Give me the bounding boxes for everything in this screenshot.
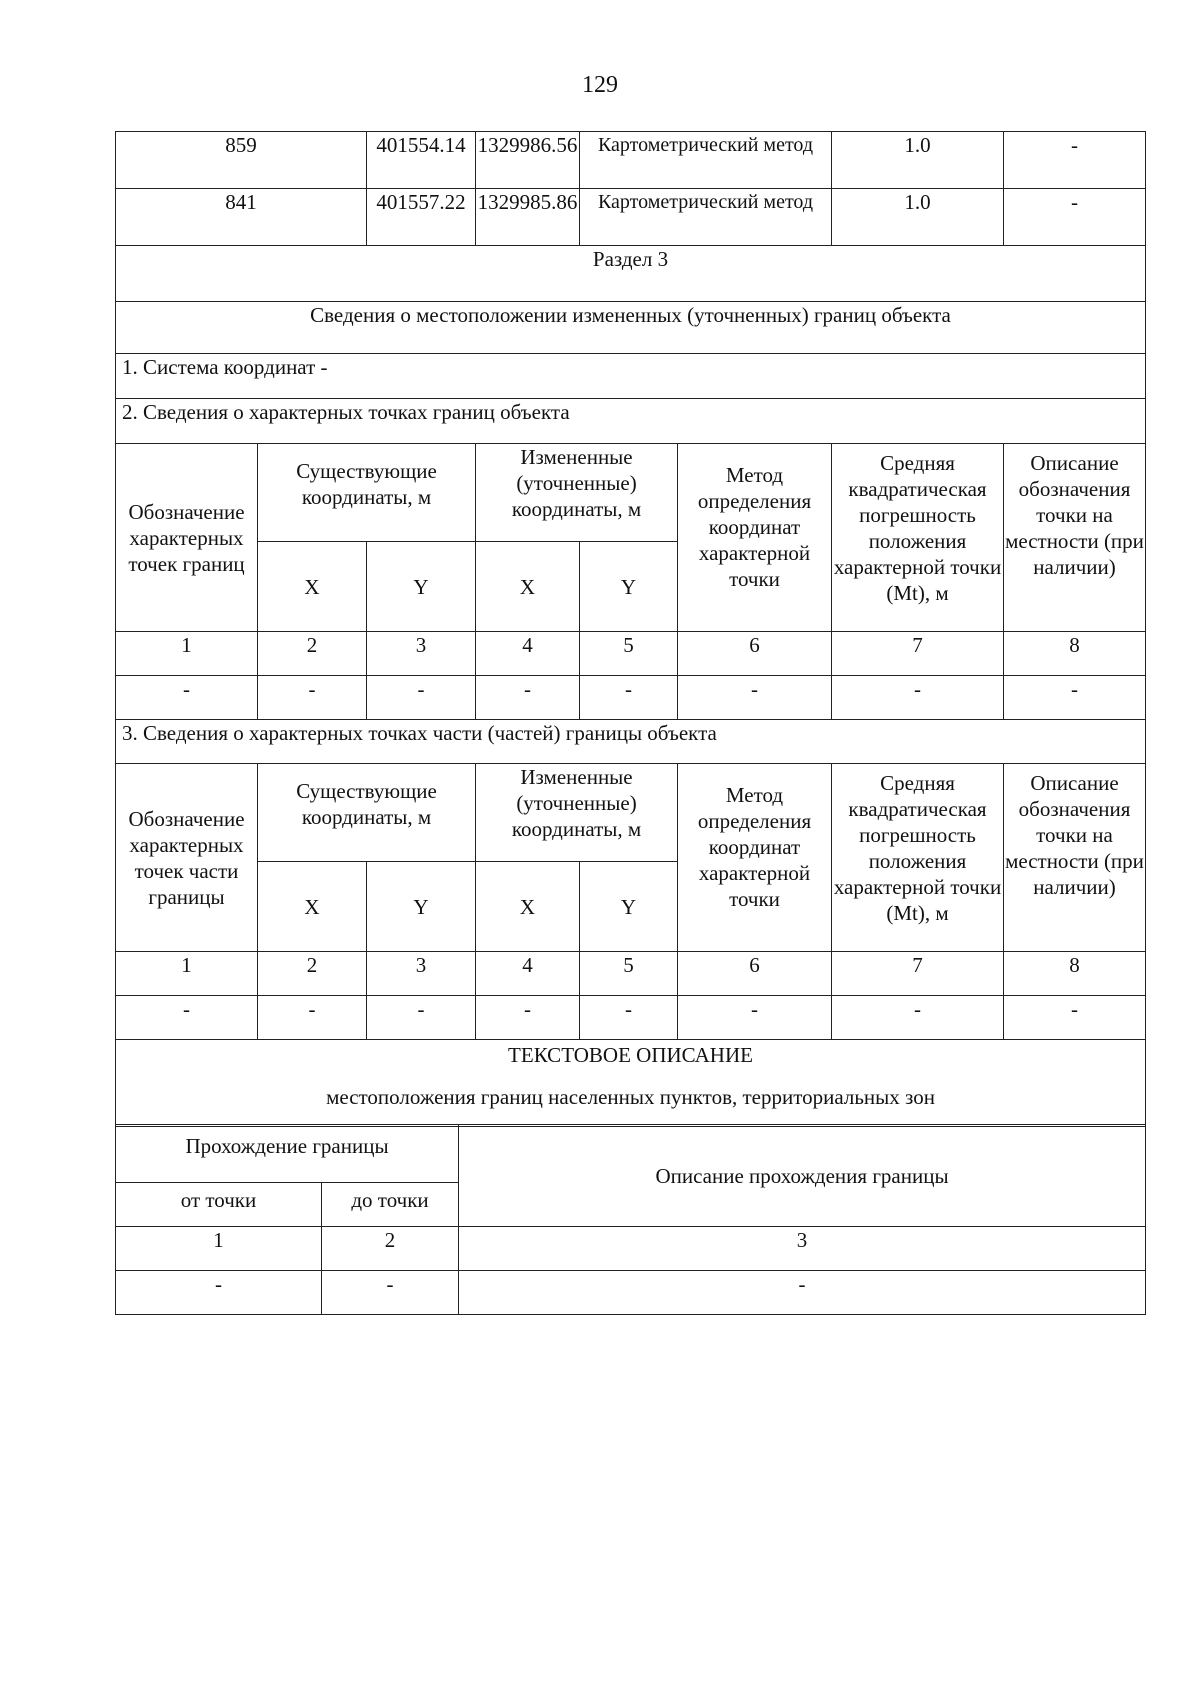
- col-number: 2: [322, 1227, 459, 1271]
- table-row: [116, 1227, 1146, 1271]
- col-y-header: Y: [580, 862, 678, 952]
- col-number: 3: [367, 952, 476, 996]
- passage-header: Прохождение границы: [116, 1125, 459, 1183]
- table-row: [116, 632, 1146, 676]
- empty-cell: -: [116, 676, 258, 720]
- col-number: 5: [580, 952, 678, 996]
- col-number: 8: [1004, 952, 1146, 996]
- section-subtitle: Сведения о местоположении измененных (уточненных) границ объекта: [116, 302, 1146, 354]
- col-number: 6: [678, 952, 832, 996]
- accuracy-cell: 1.0: [832, 189, 1004, 246]
- col-accuracy-header: Средняя квадратическая погрешность положения характерной точки (Mt), м: [832, 764, 1004, 952]
- empty-cell: -: [258, 676, 367, 720]
- page-number: 129: [582, 72, 618, 98]
- empty-cell: -: [322, 1271, 459, 1315]
- empty-cell: -: [476, 996, 580, 1040]
- table-row: [116, 996, 1146, 1040]
- table-row: [116, 132, 1146, 189]
- col-number: 4: [476, 952, 580, 996]
- passage-description-header: Описание прохождения границы: [459, 1125, 1146, 1227]
- empty-cell: -: [1004, 996, 1146, 1040]
- col-y-header: Y: [367, 862, 476, 952]
- section-title: Раздел 3: [116, 246, 1146, 302]
- col-point-header: Обозначение характерных точек границ: [116, 444, 258, 632]
- point-cell: 859: [116, 132, 367, 189]
- text-description-subtitle: местоположения границ населенных пунктов, территориальных зон: [326, 1085, 935, 1109]
- empty-cell: -: [367, 996, 476, 1040]
- table-row: [116, 952, 1146, 996]
- empty-cell: -: [1004, 676, 1146, 720]
- empty-cell: -: [116, 996, 258, 1040]
- col-number: 4: [476, 632, 580, 676]
- method-cell: Картометрический метод: [580, 189, 832, 246]
- col-number: 1: [116, 632, 258, 676]
- col-existing-header: Существующие координаты, м: [258, 764, 476, 862]
- accuracy-cell: 1.0: [832, 132, 1004, 189]
- empty-cell: -: [580, 676, 678, 720]
- description-cell: -: [1004, 189, 1146, 246]
- y-cell: 1329985.86: [476, 189, 580, 246]
- empty-cell: -: [476, 676, 580, 720]
- table-row: [116, 1271, 1146, 1315]
- y-cell: 1329986.56: [476, 132, 580, 189]
- col-x-header: X: [258, 542, 367, 632]
- col-changed-header: Измененные (уточненные) координаты, м: [476, 764, 678, 862]
- col-number: 5: [580, 632, 678, 676]
- empty-cell: -: [678, 996, 832, 1040]
- empty-cell: -: [832, 676, 1004, 720]
- col-x-header: X: [258, 862, 367, 952]
- col-number: 1: [116, 952, 258, 996]
- boundary-passage-table: [115, 1124, 1146, 1315]
- table-row: [116, 676, 1146, 720]
- empty-cell: -: [678, 676, 832, 720]
- empty-cell: -: [459, 1271, 1146, 1315]
- empty-cell: -: [580, 996, 678, 1040]
- col-number: 7: [832, 952, 1004, 996]
- empty-cell: -: [116, 1271, 322, 1315]
- to-point-header: до точки: [322, 1183, 459, 1227]
- col-x-header: X: [476, 542, 580, 632]
- col-method-header: Метод определения координат характерной точки: [678, 764, 832, 952]
- table-row: [116, 189, 1146, 246]
- empty-cell: -: [832, 996, 1004, 1040]
- text-description-title: ТЕКСТОВОЕ ОПИСАНИЕ: [508, 1043, 753, 1067]
- col-existing-header: Существующие координаты, м: [258, 444, 476, 542]
- col-number: 1: [116, 1227, 322, 1271]
- coordinates-table: [115, 131, 1146, 1127]
- col-number: 2: [258, 952, 367, 996]
- col-number: 7: [832, 632, 1004, 676]
- from-point-header: от точки: [116, 1183, 322, 1227]
- col-y-header: Y: [580, 542, 678, 632]
- coord-system: 1. Система координат -: [116, 354, 1146, 399]
- col-number: 3: [459, 1227, 1146, 1271]
- x-cell: 401557.22: [367, 189, 476, 246]
- col-point-header: Обозначение характерных точек части границы: [116, 764, 258, 952]
- x-cell: 401554.14: [367, 132, 476, 189]
- text-description-block: [116, 1040, 1146, 1127]
- col-desc-header: Описание обозначения точки на местности (при наличии): [1004, 764, 1146, 952]
- col-number: 3: [367, 632, 476, 676]
- col-number: 8: [1004, 632, 1146, 676]
- col-method-header: Метод определения координат характерной точки: [678, 444, 832, 632]
- col-y-header: Y: [367, 542, 476, 632]
- part3-title: 3. Сведения о характерных точках части (частей) границы объекта: [116, 720, 1146, 764]
- col-x-header: X: [476, 862, 580, 952]
- method-cell: Картометрический метод: [580, 132, 832, 189]
- col-accuracy-header: Средняя квадратическая погрешность положения характерной точки (Mt), м: [832, 444, 1004, 632]
- col-desc-header: Описание обозначения точки на местности (при наличии): [1004, 444, 1146, 632]
- col-number: 2: [258, 632, 367, 676]
- part2-title: 2. Сведения о характерных точках границ объекта: [116, 399, 1146, 444]
- empty-cell: -: [367, 676, 476, 720]
- description-cell: -: [1004, 132, 1146, 189]
- col-number: 6: [678, 632, 832, 676]
- col-changed-header: Измененные (уточненные) координаты, м: [476, 444, 678, 542]
- point-cell: 841: [116, 189, 367, 246]
- empty-cell: -: [258, 996, 367, 1040]
